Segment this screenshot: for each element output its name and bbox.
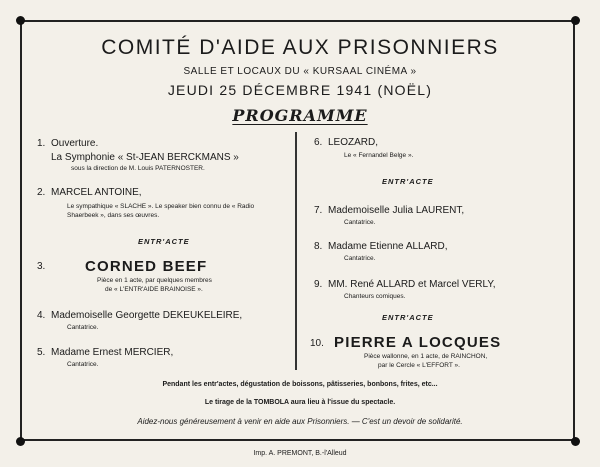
item-number: 6. [314, 137, 323, 148]
item-note: Pièce wallonne, en 1 acte, de RAINCHON, [364, 353, 488, 360]
corner-dot [571, 16, 580, 25]
item-number: 2. [37, 187, 46, 198]
entracte-label: ENTR'ACTE [382, 177, 434, 186]
item-number: 3. [37, 261, 46, 272]
item-number: 4. [37, 310, 46, 321]
item-note: par le Cercle « L'EFFORT ». [378, 362, 460, 369]
item-line: Ouverture. [51, 138, 99, 149]
item-title: PIERRE A LOCQUES [334, 334, 502, 351]
item-number: 1. [37, 138, 46, 149]
programme-heading: PROGRAMME [232, 106, 368, 125]
item-note: sous la direction de M. Louis PATERNOSTER. [71, 165, 205, 172]
tombola-note: Le tirage de la TOMBOLA aura lieu à l'issue du spectacle. [204, 399, 396, 406]
item-line: MM. René ALLARD et Marcel VERLY, [328, 279, 496, 290]
item-line: Mademoiselle Julia LAURENT, [328, 205, 465, 216]
document-title: COMITÉ D'AIDE AUX PRISONNIERS [101, 36, 499, 59]
item-note: Le « Fernandel Belge ». [344, 152, 414, 159]
item-note: Le sympathique « SLACHE ». Le speaker bien connu de « Radio [67, 203, 255, 210]
item-number: 8. [314, 241, 323, 252]
printer-credit: Imp. A. PREMONT, B.-l'Alleud [253, 450, 347, 457]
item-note: Cantatrice. [67, 324, 99, 331]
item-note: Shaerbeek », dans ses œuvres. [67, 212, 160, 219]
item-note: de « L'ENTR'AIDE BRAINOISE ». [105, 286, 203, 293]
item-line: MARCEL ANTOINE, [51, 187, 142, 198]
item-note: Cantatrice. [344, 219, 376, 226]
item-note: Pièce en 1 acte, par quelques membres [97, 277, 212, 284]
entracte-label: ENTR'ACTE [138, 237, 190, 246]
item-number: 5. [37, 347, 46, 358]
appeal-note: Aidez-nous généreusement à venir en aide aux Prisonniers. — C'est un devoir de solidarité. [137, 417, 463, 426]
refreshments-note: Pendant les entr'actes, dégustation de boissons, pâtisseries, bonbons, frites, etc... [162, 381, 438, 388]
item-line: Mademoiselle Georgette DEKEUKELEIRE, [51, 310, 243, 321]
corner-dot [571, 437, 580, 446]
item-number: 7. [314, 205, 323, 216]
item-note: Cantatrice. [67, 361, 99, 368]
venue-subtitle: SALLE ET LOCAUX DU « KURSAAL CINÉMA » [183, 66, 417, 77]
item-title: CORNED BEEF [85, 258, 208, 275]
column-divider [295, 132, 297, 370]
item-line: LEOZARD, [328, 137, 379, 148]
corner-dot [16, 16, 25, 25]
item-note: Cantatrice. [344, 255, 376, 262]
item-number: 9. [314, 279, 323, 290]
entracte-label: ENTR'ACTE [382, 313, 434, 322]
event-date: JEUDI 25 DÉCEMBRE 1941 (NOËL) [167, 82, 433, 98]
corner-dot [16, 437, 25, 446]
item-line: Madame Etienne ALLARD, [328, 241, 448, 252]
item-note: Chanteurs comiques. [344, 293, 406, 300]
item-number: 10. [310, 338, 324, 349]
item-line: La Symphonie « St-JEAN BERCKMANS » [51, 152, 239, 163]
item-line: Madame Ernest MERCIER, [51, 347, 174, 358]
